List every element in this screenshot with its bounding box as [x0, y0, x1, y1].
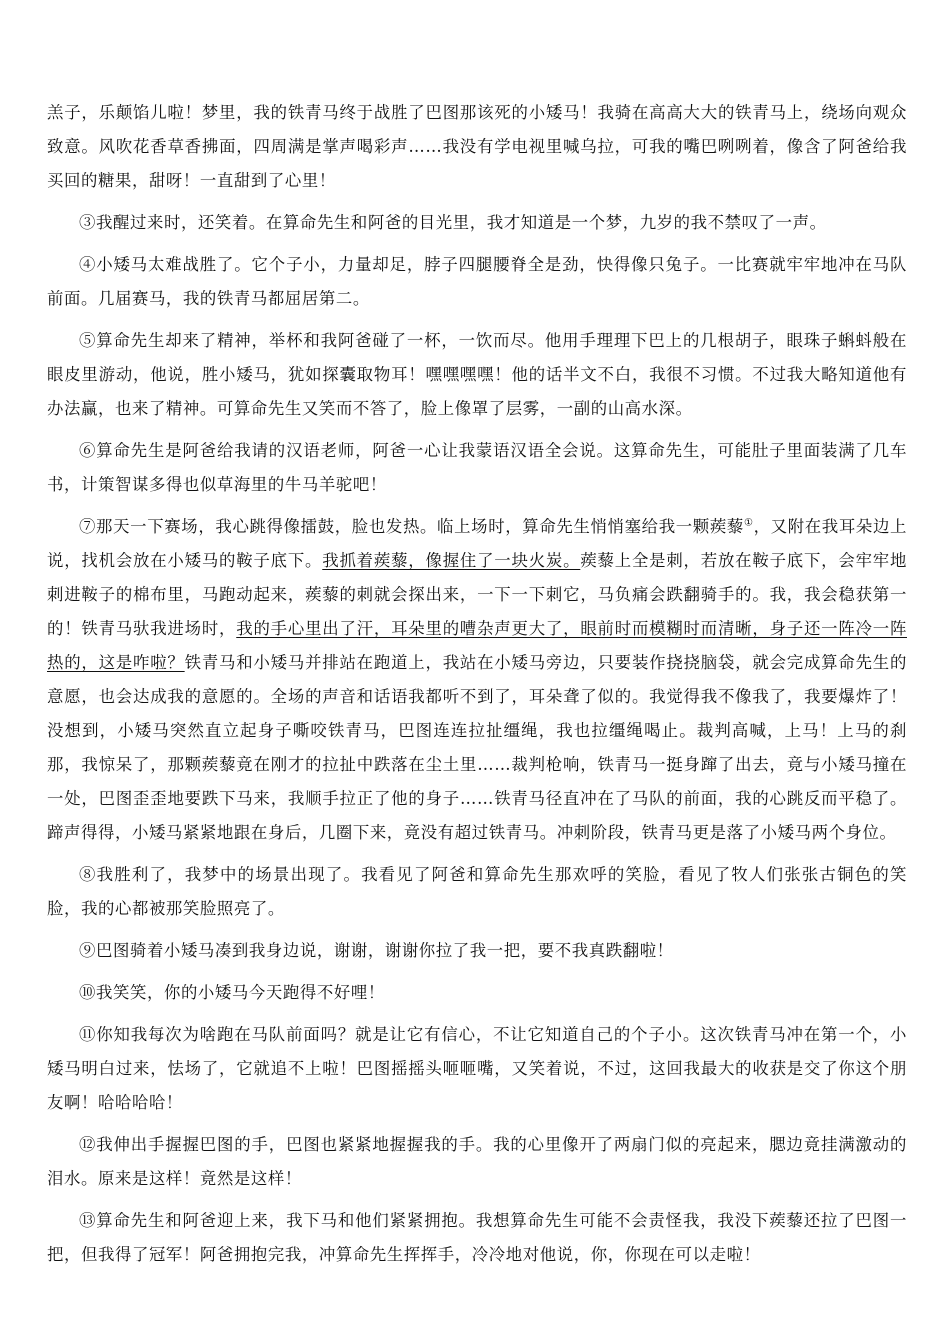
- paragraph-11: ⑪你知我每次为啥跑在马队前面吗？就是让它有信心，不让它知道自己的个子小。这次铁青马冲在第一个，小矮马明白过来，怯场了，它就追不上啦！巴图摇摇头咂咂嘴，又笑着说，不过，这回我最大的收获是交了你这个朋友啊！哈哈哈哈！: [47, 1025, 907, 1112]
- underlined-sentence-2: 我的手心里出了汗，耳朵里的嘈杂声更大了，眼前时而模糊时而清晰，身子还一阵冷一阵热的，这是咋啦？: [47, 619, 907, 672]
- paragraph-10: ⑩我笑笑，你的小矮马今天跑得不好哩！: [79, 983, 385, 1002]
- paragraph-continuation: 羔子，乐颠馅儿啦！梦里，我的铁青马终于战胜了巴图那该死的小矮马！我骑在高高大大的铁青马上，绕场向观众致意。风吹花香草香拂面，四周满是掌声喝彩声……我没有学电视里喊乌拉，可我的嘴巴咧咧着，像含了阿爸给我买回的糖果，甜呀！一直甜到了心里！: [47, 103, 907, 190]
- paragraph-13: ⑬算命先生和阿爸迎上来，我下马和他们紧紧拥抱。我想算命先生可能不会责怪我，我没下蒺藜还拉了巴图一把，但我得了冠军！阿爸拥抱完我，冲算命先生挥挥手，冷冷地对他说，你，你现在可以走啦！: [47, 1211, 907, 1264]
- paragraph-8: ⑧我胜利了，我梦中的场景出现了。我看见了阿爸和算命先生那欢呼的笑脸，看见了牧人们张张古铜色的笑脸，我的心都被那笑脸照亮了。: [47, 865, 907, 918]
- footnote-marker-1: ①: [743, 517, 754, 529]
- paragraph-4: ④小矮马太难战胜了。它个子小，力量却足，脖子四腿腰脊全是劲，快得像只兔子。一比赛就牢牢地冲在马队前面。几届赛马，我的铁青马都屈居第二。: [47, 255, 907, 308]
- paragraph-12: ⑫我伸出手握握巴图的手，巴图也紧紧地握握我的手。我的心里像开了两扇门似的亮起来，腮边竟挂满激动的泪水。原来是这样！竟然是这样！: [47, 1135, 907, 1188]
- paragraph-7: [47, 510, 907, 850]
- paragraph-7-part-1: ⑦那天一下赛场，我心跳得像擂鼓，脸也发热。临上场时，算命先生悄悄塞给我一颗蒺藜: [79, 517, 744, 536]
- paragraph-9: ⑨巴图骑着小矮马凑到我身边说，谢谢，谢谢你拉了我一把，要不我真跌翻啦！: [79, 941, 674, 960]
- paragraph-3: ③我醒过来时，还笑着。在算命先生和阿爸的目光里，我才知道是一个梦，九岁的我不禁叹了一声。: [79, 213, 827, 232]
- paragraph-7-part-4: 铁青马和小矮马并排站在跑道上，我站在小矮马旁边，只要装作挠挠脑袋，就会完成算命先生的意愿，也会达成我的意愿的。全场的声音和话语我都听不到了，耳朵聋了似的。我觉得我不像我了，我要爆炸了！没想到，小矮马突然直立起身子嘶咬铁青马，巴图连连拉扯缰绳，我也拉缰绳喝止。裁判高喊，上马！上马的刹那，我惊呆了，那颗蒺藜竟在刚才的拉扯中跌落在尘土里……裁判枪响，铁青马一挺身蹿了出去，竟与小矮马撞在一处，巴图歪歪地要跌下马来，我顺手拉正了他的身子……铁青马径直冲在了马队的前面，我的心跳反而平稳了。蹄声得得，小矮马紧紧地跟在身后，几圈下来，竟没有超过铁青马。冲刺阶段，铁青马更是落了小矮马两个身位。: [47, 653, 907, 842]
- paragraph-7-part-2: ，又附在我耳朵边上说，找机会放在小矮马的鞍子底下。: [47, 517, 907, 570]
- paragraph-7-part-3: 蒺藜上全是刺，若放在鞍子底下，会牢牢地刺进鞍子的棉布里，马跑动起来，蒺藜的刺就会探出来，一下一下刺它，马负痛会跌翻骑手的。我，我会稳获第一的！铁青马驮我进场时，: [47, 551, 907, 638]
- underlined-sentence-1: 我抓着蒺藜，像握住了一块火炭。: [322, 551, 581, 570]
- paragraph-5: ⑤算命先生却来了精神，举杯和我阿爸碰了一杯，一饮而尽。他用手理理下巴上的几根胡子，眼珠子蝌蚪般在眼皮里游动，他说，胜小矮马，犹如探囊取物耳！嘿嘿嘿嘿！他的话半文不白，我很不习惯。不过我大略知道他有办法赢，也来了精神。可算命先生又笑而不答了，脸上像罩了层雾，一副的山高水深。: [47, 331, 907, 418]
- paragraph-6: ⑥算命先生是阿爸给我请的汉语老师，阿爸一心让我蒙语汉语全会说。这算命先生，可能肚子里面装满了几车书，计策智谋多得也似草海里的牛马羊驼吧！: [47, 441, 907, 494]
- document-page: [47, 96, 907, 1280]
